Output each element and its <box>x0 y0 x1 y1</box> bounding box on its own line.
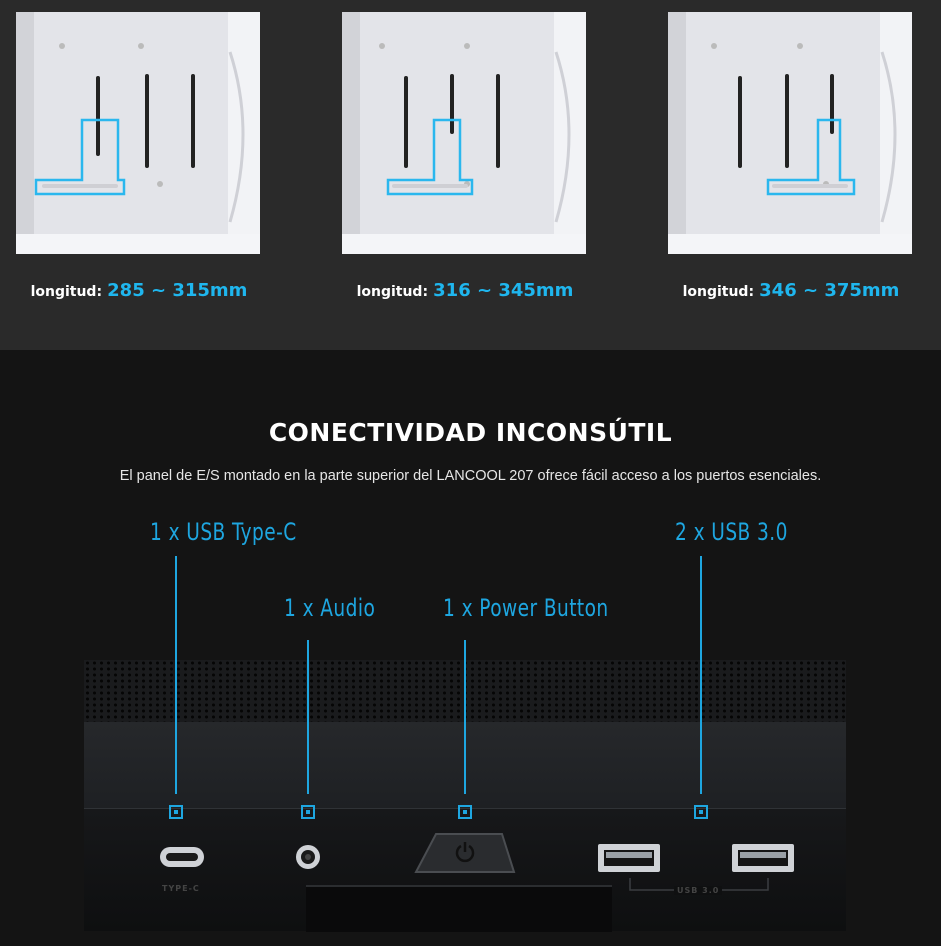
length-value: 346 ~ 375mm <box>759 280 900 301</box>
usb-c-label: 1 x USB Type-C <box>150 518 297 546</box>
power-button-label: 1 x Power Button <box>443 594 609 622</box>
audio-leader-line <box>307 640 309 794</box>
gpu-length-label-2 <box>342 280 588 301</box>
gpu-length-label-3 <box>668 280 914 301</box>
case-interior-photo-3 <box>668 12 912 254</box>
type-c-print: TYPE-C <box>162 884 200 893</box>
section-description: El panel de E/S montado en la parte superior del LANCOOL 207 ofrece fácil acceso a los puertos esenciales. <box>119 468 822 484</box>
audio-marker <box>301 805 315 819</box>
usb-a-port-icon <box>598 844 660 872</box>
usb-c-marker <box>169 805 183 819</box>
gpu-length-card-1 <box>16 12 262 301</box>
length-prefix: longitud: <box>682 284 755 300</box>
length-prefix: longitud: <box>30 284 103 300</box>
length-value: 285 ~ 315mm <box>107 280 248 301</box>
gpu-length-card-3 <box>668 12 914 301</box>
audio-jack-icon <box>296 845 320 869</box>
gpu-length-label-1 <box>16 280 262 301</box>
power-marker <box>458 805 472 819</box>
gpu-length-card-2 <box>342 12 588 301</box>
power-leader-line <box>464 640 466 794</box>
power-icon <box>416 834 514 872</box>
connectivity-section <box>0 350 941 946</box>
gpu-length-section <box>0 0 941 350</box>
audio-label: 1 x Audio <box>284 594 376 622</box>
usb3-marker <box>694 805 708 819</box>
case-interior-photo-1 <box>16 12 260 254</box>
usb-c-leader-line <box>175 556 177 794</box>
section-title: CONECTIVIDAD INCONSÚTIL <box>268 418 673 447</box>
length-value: 316 ~ 345mm <box>433 280 574 301</box>
usb3-label: 2 x USB 3.0 <box>675 518 788 546</box>
length-prefix: longitud: <box>356 284 429 300</box>
usb-a-port-icon <box>732 844 794 872</box>
usb-c-port-icon <box>160 847 204 867</box>
usb3-leader-line <box>700 556 702 794</box>
case-interior-photo-2 <box>342 12 586 254</box>
usb3-print: USB 3.0 <box>674 886 722 895</box>
